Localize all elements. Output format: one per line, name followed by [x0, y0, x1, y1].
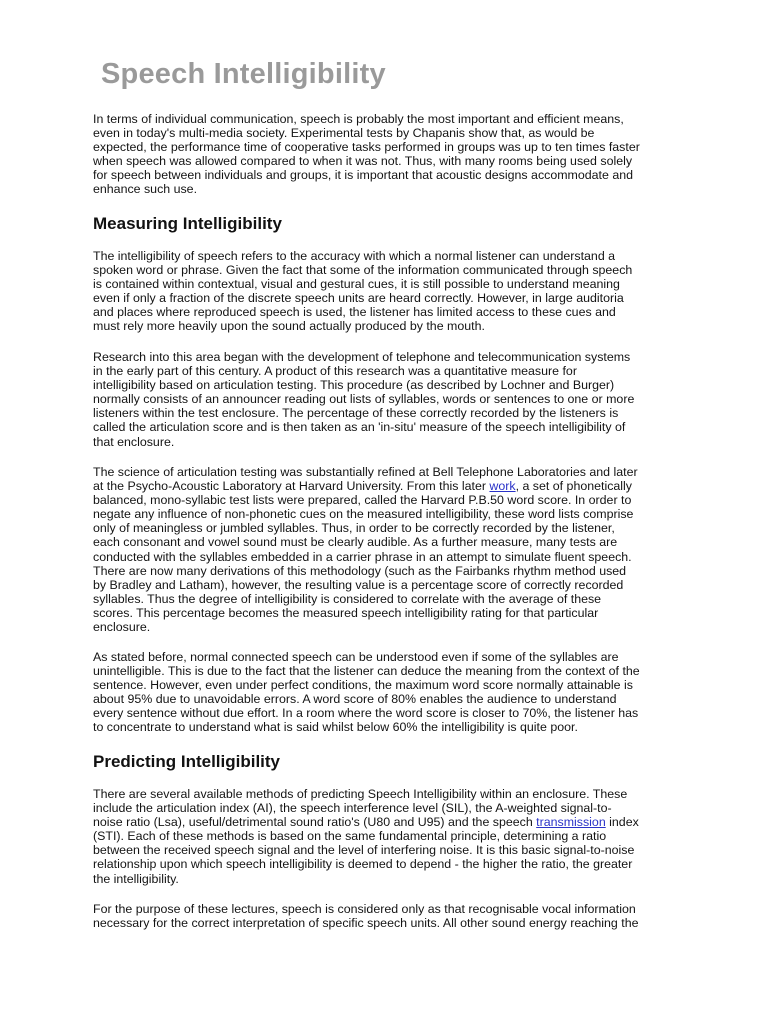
text-line: scores. This percentage becomes the measured speech intelligibility rating for that particular	[93, 605, 599, 620]
text-line: each consonant and vowel sound must be clearly audible. As a further measure, many tests are	[93, 535, 618, 550]
intro-paragraph	[93, 112, 673, 197]
text-line: The intelligibility of speech refers to the accuracy with which a normal listener can understand a	[93, 249, 616, 263]
measuring-paragraph-4	[93, 650, 673, 735]
text-line: for speech between individuals and groups, it is important that acoustic designs accommodate and	[93, 168, 633, 183]
predicting-paragraph-1	[93, 787, 673, 886]
text-line: by Bradley and Latham), however, the resulting value is a percentage score of correctly recorded	[93, 577, 624, 592]
text-line	[93, 815, 673, 829]
work-link[interactable]: work	[489, 479, 516, 494]
text-line: called the articulation score and is then taken as an 'in-situ' measure of the speech intelligibility of	[93, 420, 626, 435]
text-line: the intelligibility.	[93, 871, 179, 886]
text-line: enclosure.	[93, 620, 151, 635]
text-line: when speech was allowed compared to when it was not. Thus, with many rooms being used solely	[93, 154, 633, 169]
text-line: relationship upon which speech intelligibility is deemed to depend - the higher the ratio, the greater	[93, 857, 633, 872]
text-line: negate any influence of non-phonetic cues on the measured intelligibility, these word lists comprise	[93, 507, 634, 522]
text-line: unintelligible. This is due to the fact that the listener can deduce the meaning from the context of the	[93, 664, 640, 679]
text-line: about 95% due to unavoidable errors. A word score of 80% enables the audience to understand	[93, 692, 617, 707]
text-line: syllables. Thus the degree of intelligibility is considered to correlate with the average of these	[93, 591, 602, 606]
measuring-paragraph-2	[93, 350, 673, 449]
text-line: include the articulation index (AI), the speech interference level (SIL), the A-weighted signal-to-	[93, 801, 612, 816]
text-line: expected, the performance time of cooperative tasks performed in groups was up to ten times faster	[93, 140, 640, 155]
text-line	[93, 479, 673, 493]
text-line: necessary for the correct interpretation of specific speech units. All other sound energy reaching the	[93, 916, 639, 931]
text-line: balanced, mono-syllabic test lists were prepared, called the Harvard P.B.50 word score. In order to	[93, 493, 632, 508]
text-line: that enclosure.	[93, 434, 175, 449]
measuring-paragraph-3	[93, 465, 673, 634]
section-heading-predicting: Predicting Intelligibility	[93, 752, 281, 771]
text-line: As stated before, normal connected speech can be understood even if some of the syllables are	[93, 650, 619, 664]
page-title: Speech Intelligibility	[101, 58, 386, 90]
text-line: In terms of individual communication, speech is probably the most important and efficient means,	[93, 112, 624, 126]
transmission-link[interactable]: transmission	[536, 815, 606, 830]
text-line: There are several available methods of predicting Speech Intelligibility within an enclosure. These	[93, 787, 628, 801]
text-line: For the purpose of these lectures, speech is considered only as that recognisable vocal information	[93, 902, 636, 916]
text-line: intelligibility based on articulation testing. This procedure (as described by Lochner and Burger)	[93, 378, 615, 393]
text-line: in the early part of this century. A product of this research was a quantitative measure for	[93, 364, 577, 379]
text-line: The science of articulation testing was substantially refined at Bell Telephone Laboratories and later	[93, 465, 638, 479]
measuring-paragraph-1	[93, 249, 673, 334]
text-line: sentence. However, even under perfect conditions, the maximum word score normally attainable is	[93, 678, 633, 693]
text-line: conducted with the syllables embedded in a carrier phrase in an attempt to simulate fluent speech.	[93, 549, 632, 564]
text-line: is contained within contextual, visual and gestural cues, it is still possible to understand meaning	[93, 277, 620, 292]
text-fragment: noise ratio (Lsa), useful/detrimental sound ratio's (U80 and U95) and the speech	[93, 815, 537, 830]
text-line: listeners within the test enclosure. The percentage of these correctly recorded by the listeners is	[93, 406, 619, 421]
text-line: spoken word or phrase. Given the fact that some of the information communicated through speech	[93, 263, 633, 278]
text-line: only of meaningless or jumbled syllables. Thus, in order to be correctly recorded by the listener,	[93, 521, 615, 536]
text-fragment: at the Psycho-Acoustic Laboratory at Harvard University. From this later	[93, 479, 490, 494]
text-line: every sentence without due effort. In a room where the word score is closer to 70%, the listener has	[93, 706, 639, 721]
text-line: enhance such use.	[93, 182, 198, 197]
text-line: even if only a fraction of the discrete speech units are heard correctly. However, in large auditoria	[93, 291, 624, 306]
text-line: must rely more heavily upon the sound actually produced by the mouth.	[93, 319, 485, 334]
text-line: even in today's multi-media society. Experimental tests by Chapanis show that, as would be	[93, 126, 595, 141]
text-fragment: index	[605, 815, 639, 830]
text-line: between the received speech signal and the level of interfering noise. It is this basic signal-to-noise	[93, 843, 635, 858]
text-fragment: , a set of phonetically	[515, 479, 632, 494]
text-line: (STI). Each of these methods is based on the same fundamental principle, determining a ratio	[93, 829, 607, 844]
predicting-paragraph-2	[93, 902, 673, 930]
text-line: and places where reproduced speech is used, the listener has limited access to these cues and	[93, 305, 616, 320]
section-heading-measuring: Measuring Intelligibility	[93, 214, 282, 233]
text-line: Research into this area began with the development of telephone and telecommunication systems	[93, 350, 631, 364]
text-line: There are now many derivations of this methodology (such as the Fairbanks rhythm method used	[93, 563, 627, 578]
text-line: to concentrate to understand what is said whilst below 60% the intelligibility is quite poor.	[93, 720, 578, 735]
text-line: normally consists of an announcer reading out lists of syllables, words or sentences to one or more	[93, 392, 635, 407]
